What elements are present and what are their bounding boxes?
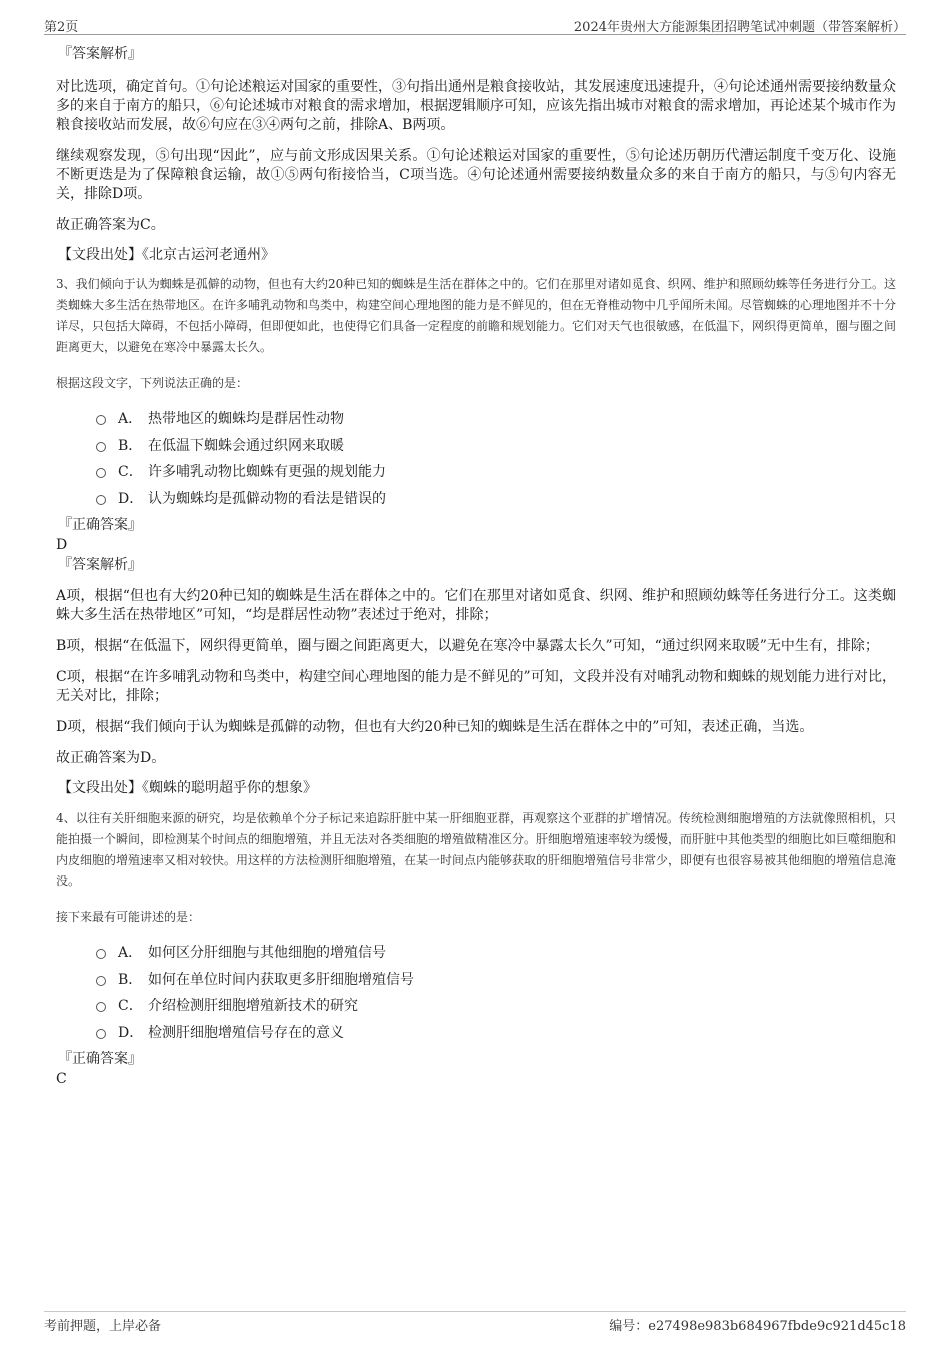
radio-icon[interactable] bbox=[96, 1029, 106, 1039]
footer-serial: 编号：e27498e983b684967fbde9c921d45c18 bbox=[609, 1319, 906, 1334]
q4-option-a[interactable] bbox=[96, 939, 896, 966]
q3-option-c[interactable] bbox=[96, 458, 896, 485]
q3-text: 3、我们倾向于认为蜘蛛是孤僻的动物，但也有大约20种已知的蜘蛛是生活在群体之中的。它们在那里对诸如觅食、织网、维护和照顾幼蛛等任务进行分工。这类蜘蛛大多生活在热带地区。在许多哺乳动物和鸟类中，构建空间心理地图的能力是不鲜见的，但在无脊椎动物中几乎闻所未闻。尽管蜘蛛的心理地图并不十分详尽，只包括大障碍，不包括小障碍，但即便如此，也使得它们具备一定程度的前瞻和规划能力。它们对天气也很敏感，在低温下，网织得更简单，圈与圈之间距离更大，以避免在寒冷中暴露太长久。 bbox=[56, 277, 897, 354]
option-letter: B． bbox=[118, 971, 143, 988]
radio-icon[interactable] bbox=[96, 495, 106, 505]
question-4 bbox=[56, 808, 896, 1089]
option-text: 认为蜘蛛均是孤僻动物的看法是错误的 bbox=[148, 490, 386, 507]
footer-slogan: 考前押题，上岸必备 bbox=[44, 1319, 162, 1334]
q3-analysis-c: C项，根据“在许多哺乳动物和鸟类中，构建空间心理地图的能力是不鲜见的”可知，文段并没有对哺乳动物和蜘蛛的规划能力进行对比，无关对比，排除； bbox=[56, 669, 896, 704]
q4-prompt: 接下来最有可能讲述的是： bbox=[56, 910, 201, 924]
option-letter: C． bbox=[118, 998, 143, 1015]
page-header bbox=[44, 14, 906, 35]
document-title: 2024年贵州大方能源集团招聘笔试冲刺题（带答案解析） bbox=[573, 20, 906, 35]
q3-conclusion: 故正确答案为D。 bbox=[56, 750, 166, 766]
option-text: 如何区分肝细胞与其他细胞的增殖信号 bbox=[148, 945, 386, 962]
page-content bbox=[56, 44, 896, 1089]
option-text: 在低温下蜘蛛会通过织网来取暖 bbox=[148, 437, 344, 454]
radio-icon[interactable] bbox=[96, 976, 106, 986]
q4-option-c[interactable] bbox=[96, 992, 896, 1019]
q3-analysis-b: B项，根据“在低温下，网织得更简单，圈与圈之间距离更大，以避免在寒冷中暴露太长久”可知，“通过织网来取暖”无中生有，排除； bbox=[56, 638, 879, 654]
q4-text: 4、以往有关肝细胞来源的研究，均是依赖单个分子标记来追踪肝脏中某一肝细胞亚群，再观察这个亚群的扩增情况。传统检测细胞增殖的方法就像照相机，只能拍摄一个瞬间，即检测某个时间点的细胞增殖，并且无法对各类细胞的增殖做精准区分。肝细胞增殖速率较为缓慢，而肝脏中其他类型的细胞比如巨噬细胞和内皮细胞的增殖速率又相对较快。用这样的方法检测肝细胞增殖，在某一时间点内能够获取的肝细胞增殖信号非常少，即便有也很容易被其他细胞的增殖信息淹没。 bbox=[56, 811, 897, 888]
option-letter: A． bbox=[118, 945, 143, 962]
q3-analysis-label: 『答案解析』 bbox=[58, 557, 142, 573]
q3-options bbox=[96, 405, 896, 511]
page-footer bbox=[44, 1311, 906, 1336]
q4-options bbox=[96, 939, 896, 1045]
radio-icon[interactable] bbox=[96, 949, 106, 959]
page-number: 第2页 bbox=[44, 20, 79, 35]
option-letter: C． bbox=[118, 464, 143, 481]
q4-answer: C bbox=[56, 1071, 67, 1087]
option-letter: B． bbox=[118, 437, 143, 454]
option-letter: D． bbox=[118, 490, 144, 507]
q3-source: 【文段出处】《蜘蛛的聪明超乎你的想象》 bbox=[58, 780, 317, 796]
q4-option-d[interactable] bbox=[96, 1019, 896, 1046]
radio-icon[interactable] bbox=[96, 1002, 106, 1012]
q2-analysis-section bbox=[56, 44, 896, 265]
radio-icon[interactable] bbox=[96, 415, 106, 425]
option-text: 检测肝细胞增殖信号存在的意义 bbox=[148, 1024, 344, 1041]
q2-analysis-para2: 继续观察发现，⑤句出现“因此”，应与前文形成因果关系。①句论述粮运对国家的重要性，⑤句论述历朝历代漕运制度千变万化、设施不断更迭是为了保障粮食运输，故①⑤两句衔接恰当，C项当选。④句论述通州需要接纳数量众多的来自于南方的船只，与⑤句内容无关，排除D项。 bbox=[56, 148, 896, 202]
question-3 bbox=[56, 274, 896, 798]
option-text: 热带地区的蜘蛛均是群居性动物 bbox=[148, 411, 344, 428]
q3-option-a[interactable] bbox=[96, 405, 896, 432]
option-letter: A． bbox=[118, 411, 143, 428]
q3-answer: D bbox=[56, 537, 68, 553]
q3-option-d[interactable] bbox=[96, 485, 896, 512]
q2-analysis-label: 『答案解析』 bbox=[58, 46, 142, 62]
option-text: 介绍检测肝细胞增殖新技术的研究 bbox=[148, 998, 358, 1015]
q4-option-b[interactable] bbox=[96, 966, 896, 993]
q2-conclusion: 故正确答案为C。 bbox=[56, 217, 165, 233]
radio-icon[interactable] bbox=[96, 442, 106, 452]
option-text: 如何在单位时间内获取更多肝细胞增殖信号 bbox=[148, 971, 414, 988]
q2-analysis-para1: 对比选项，确定首句。①句论述粮运对国家的重要性，③句指出通州是粮食接收站，其发展速度迅速提升，④句论述通州需要接纳数量众多的来自于南方的船只，⑥句论述城市对粮食的需求增加，根据逻辑顺序可知，应该先指出城市对粮食的需求增加，再论述某个城市作为粮食接收站而发展，故⑥句应在③④两句之前，排除A、B两项。 bbox=[56, 79, 896, 133]
q3-analysis-d: D项，根据“我们倾向于认为蜘蛛是孤僻的动物，但也有大约20种已知的蜘蛛是生活在群体之中的”可知，表述正确，当选。 bbox=[56, 719, 814, 735]
q3-answer-label: 『正确答案』 bbox=[58, 517, 142, 533]
q4-answer-label: 『正确答案』 bbox=[58, 1051, 142, 1067]
option-letter: D． bbox=[118, 1024, 144, 1041]
q2-source: 【文段出处】《北京古运河老通州》 bbox=[58, 247, 275, 263]
q3-prompt: 根据这段文字，下列说法正确的是： bbox=[56, 376, 249, 390]
radio-icon[interactable] bbox=[96, 468, 106, 478]
q3-analysis-a: A项，根据“但也有大约20种已知的蜘蛛是生活在群体之中的。它们在那里对诸如觅食、织网、维护和照顾幼蛛等任务进行分工。这类蜘蛛大多生活在热带地区”可知，“均是群居性动物”表述过于绝对，排除； bbox=[56, 588, 896, 623]
q3-option-b[interactable] bbox=[96, 432, 896, 459]
option-text: 许多哺乳动物比蜘蛛有更强的规划能力 bbox=[148, 464, 386, 481]
